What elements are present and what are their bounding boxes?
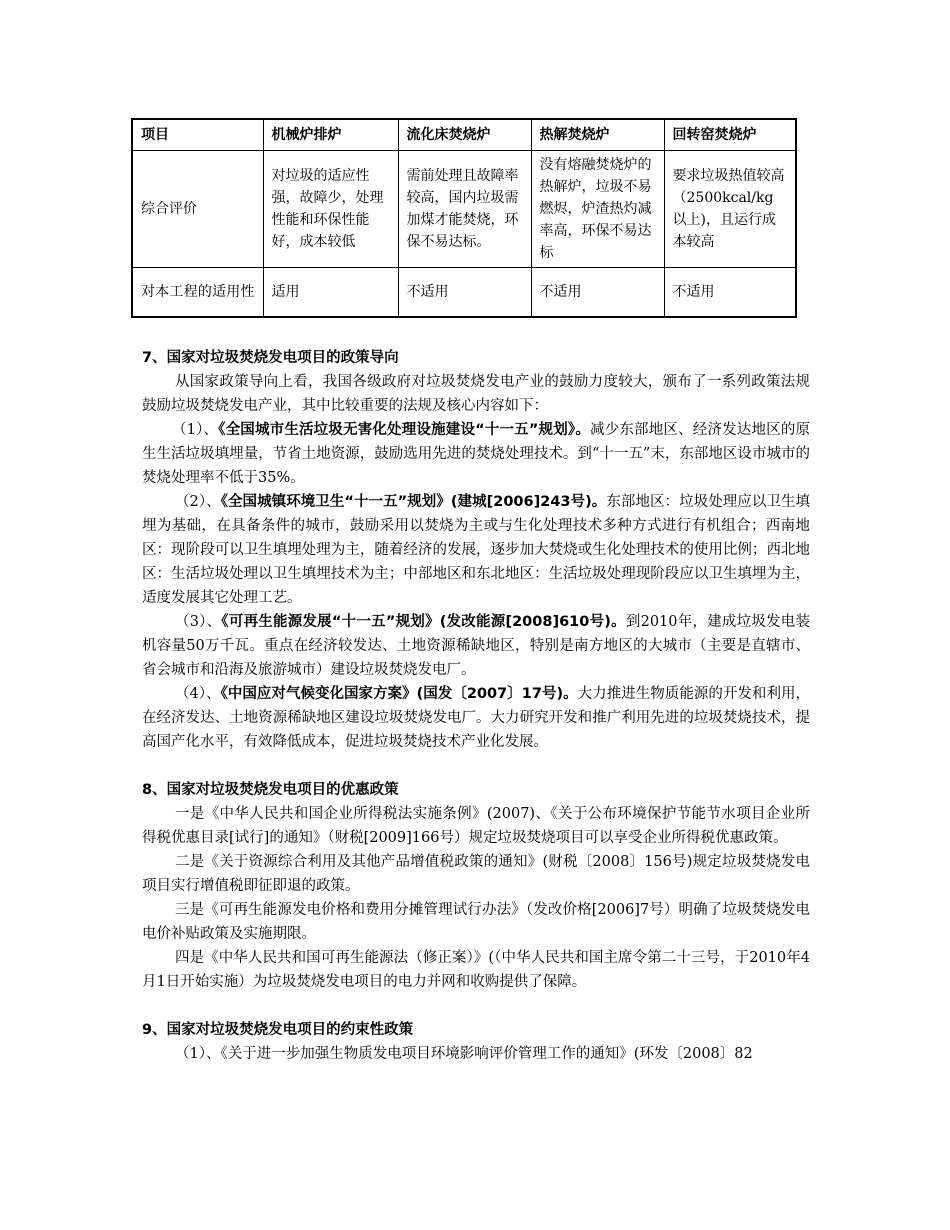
policy-item-number: （4）、 — [175, 686, 221, 702]
preferential-policy-paragraph: 二是《关于资源综合利用及其他产品增值税政策的通知》(财税〔2008〕156号)规定垃圾焚烧发电项目实行增值税即征即退的政策。 — [142, 854, 810, 894]
policy-item-title: 《全国城镇环境卫生“十一五”规划》(建城[2006]243号)。 — [220, 494, 607, 510]
table-row — [132, 268, 796, 318]
table-header-cell: 机械炉排炉 — [263, 119, 398, 151]
incinerator-comparison-table — [131, 118, 797, 318]
section-9-heading: 9、国家对垃圾焚烧发电项目的约束性政策 — [142, 1022, 414, 1038]
policy-item-body: 到2010年，建成垃圾发电装机容量50万千瓦。重点在经济较发达、土地资源稀缺地区，特别是南方地区的大城市（主要是直辖市、省会城市和沿海及旅游城市）建设垃圾焚烧发电厂。 — [142, 614, 810, 678]
section-7-intro: 从国家政策导向上看，我国各级政府对垃圾焚烧发电产业的鼓励力度较大，颁布了一系列政策法规鼓励垃圾焚烧发电产业，其中比较重要的法规及核心内容如下： — [142, 374, 810, 414]
policy-item-title: 《中国应对气候变化国家方案》(国发〔2007〕17号)。 — [220, 686, 578, 702]
table-header-cell: 项目 — [132, 119, 263, 151]
preferential-policy-paragraph: 四是《中华人民共和国可再生能源法（修正案）》(（中华人民共和国主席令第二十三号，于2010年4月1日开始实施）为垃圾焚烧发电项目的电力并网和收购提供了保障。 — [142, 950, 810, 990]
policy-item-4 — [142, 682, 810, 754]
table-cell: 适用 — [263, 268, 398, 318]
preferential-policy-paragraph: 三是《可再生能源发电价格和费用分摊管理试行办法》（发改价格[2006]7号）明确了垃圾焚烧发电电价补贴政策及实施期限。 — [142, 902, 810, 942]
section-8-heading: 8、国家对垃圾焚烧发电项目的优惠政策 — [142, 782, 399, 798]
restrictive-policy-paragraph: （1）、《关于进一步加强生物质发电项目环境影响评价管理工作的通知》(环发〔2008〕82 — [175, 1046, 753, 1062]
table-cell: 对垃圾的适应性强，故障少，处理性能和环保性能好，成本较低 — [263, 151, 398, 268]
policy-item-number: （1）、 — [172, 422, 219, 438]
policy-item-1 — [142, 418, 810, 490]
document-body — [142, 346, 810, 1066]
section-7-heading: 7、国家对垃圾焚烧发电项目的政策导向 — [142, 350, 399, 366]
table-cell: 不适用 — [398, 268, 531, 318]
policy-item-number: （2）、 — [175, 494, 221, 510]
table-row-label: 综合评价 — [132, 151, 263, 268]
policy-item-3 — [142, 610, 810, 682]
table-cell: 需前处理且故障率较高，国内垃圾需加煤才能焚烧，环保不易达标。 — [398, 151, 531, 268]
table-cell: 要求垃圾热值较高（2500kcal/kg以上)，且运行成本较高 — [664, 151, 796, 268]
policy-item-body: 东部地区：垃圾处理应以卫生填埋为基础，在具备条件的城市，鼓励采用以焚烧为主或与生化处理技术多种方式进行有机组合；西南地区：现阶段可以卫生填埋处理为主，随着经济的发展，逐步加大焚烧或生化处理技术的使用比例；西北地区：生活垃圾处理以卫生填埋技术为主；中部地区和东北地区：生活垃圾处理现阶段应以卫生填埋为主，适度发展其它处理工艺。 — [142, 494, 810, 606]
table-cell: 不适用 — [664, 268, 796, 318]
preferential-policy-paragraph: 一是《中华人民共和国企业所得税法实施条例》(2007)、《关于公布环境保护节能节水项目企业所得税优惠目录[试行]的通知》（财税[2009]166号）规定垃圾焚烧项目可以享受企业所得税优惠政策。 — [142, 806, 810, 846]
policy-item-2 — [142, 490, 810, 610]
table-row-label: 对本工程的适用性 — [132, 268, 263, 318]
table-row — [132, 151, 796, 268]
policy-item-title: 《可再生能源发展“十一五”规划》(发改能源[2008]610号)。 — [221, 614, 626, 630]
table-header-cell: 热解焚烧炉 — [531, 119, 664, 151]
policy-item-number: （3）、 — [175, 614, 222, 630]
table-header-cell: 流化床焚烧炉 — [398, 119, 531, 151]
policy-item-body: 大力推进生物质能源的开发和利用，在经济发达、土地资源稀缺地区建设垃圾焚烧发电厂。大力研究开发和推广利用先进的垃圾焚烧技术，提高国产化水平，有效降低成本，促进垃圾焚烧技术产业化发展。 — [142, 686, 810, 750]
table-header-row — [132, 119, 796, 151]
policy-item-body: 减少东部地区、经济发达地区的原生生活垃圾填埋量，节省土地资源，鼓励选用先进的焚烧处理技术。到“十一五”末，东部地区设市城市的焚烧处理率不低于35%。 — [142, 422, 811, 486]
policy-item-title: 《全国城市生活垃圾无害化处理设施建设“十一五”规划》。 — [218, 422, 591, 438]
table-header-cell: 回转窑焚烧炉 — [664, 119, 796, 151]
table-cell: 不适用 — [531, 268, 664, 318]
table-cell: 没有熔融焚烧炉的热解炉，垃圾不易燃烬，炉渣热灼减率高，环保不易达标 — [531, 151, 664, 268]
